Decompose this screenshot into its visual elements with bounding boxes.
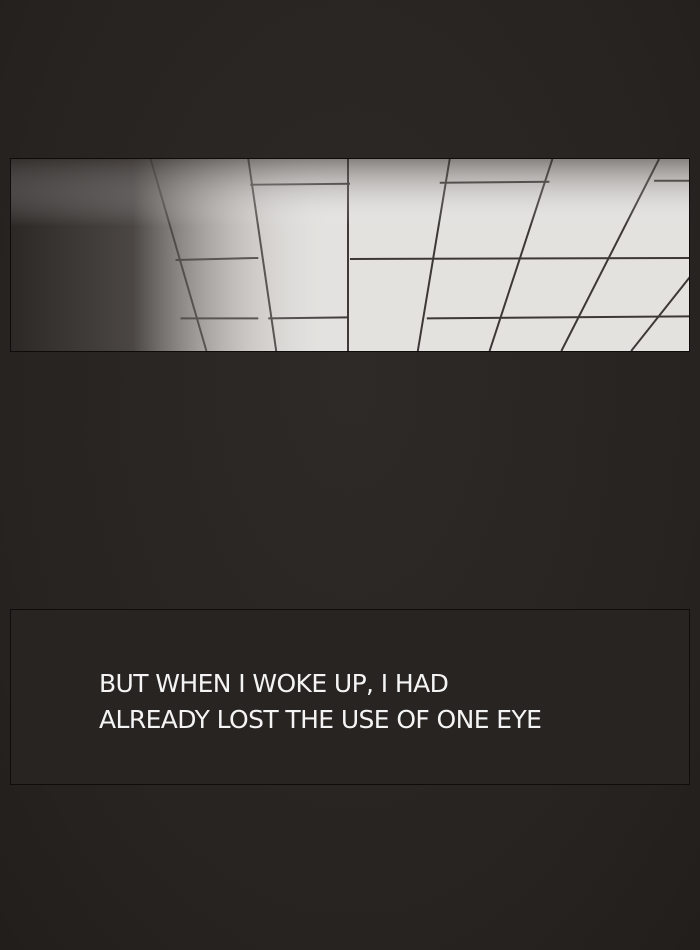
ceiling-tiles-panel [10, 158, 690, 352]
caption-line-2: ALREADY LOST THE USE OF ONE EYE [99, 705, 542, 734]
caption-line-1: BUT WHEN I WOKE UP, I HAD [99, 669, 449, 698]
caption-panel [10, 609, 690, 785]
caption-text [99, 666, 639, 738]
shadow-top [11, 159, 689, 351]
ceiling-tiles-illustration [11, 159, 689, 351]
